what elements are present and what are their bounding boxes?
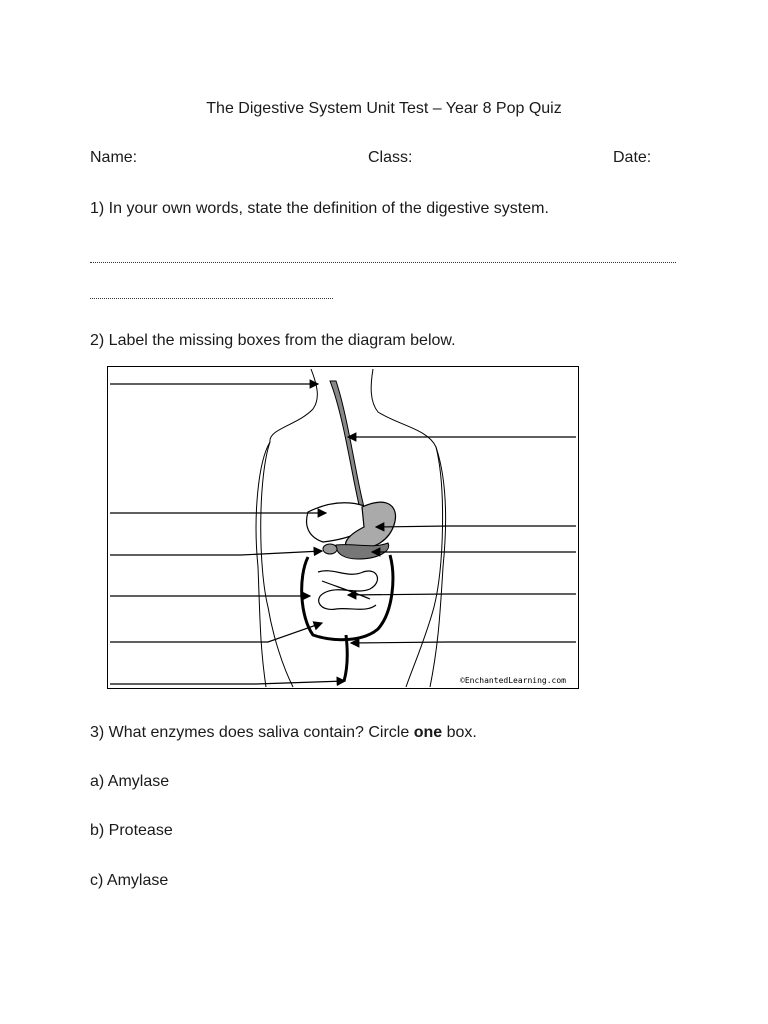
question-3-text: 3) What enzymes does saliva contain? Circle <box>90 724 414 741</box>
small-intestine-shape <box>318 571 377 610</box>
date-label: Date: <box>613 149 652 166</box>
answer-line-2[interactable] <box>90 298 333 299</box>
option-b[interactable]: b) Protease <box>90 822 173 839</box>
large-intestine-shape <box>302 555 393 640</box>
page-title: The Digestive System Unit Test – Year 8 Pop Quiz <box>206 100 562 117</box>
digestive-system-diagram <box>107 366 579 689</box>
question-3-suffix: box. <box>442 724 477 741</box>
name-label: Name: <box>90 149 138 166</box>
class-label: Class: <box>368 149 413 166</box>
diagram-credit: ©EnchantedLearning.com <box>460 676 566 685</box>
rectum-shape <box>344 635 347 681</box>
question-2: 2) Label the missing boxes from the diagram below. <box>90 332 456 349</box>
pancreas-shape <box>336 543 389 559</box>
option-c[interactable]: c) Amylase <box>90 872 169 889</box>
diagram-illustration <box>108 367 580 690</box>
esophagus-shape <box>330 381 364 509</box>
answer-line-1[interactable] <box>90 262 676 263</box>
option-a[interactable]: a) Amylase <box>90 773 170 790</box>
question-3-emphasis: one <box>413 724 443 741</box>
question-1: 1) In your own words, state the definition of the digestive system. <box>90 200 549 217</box>
gallbladder-shape <box>323 544 337 554</box>
question-3 <box>90 723 477 743</box>
